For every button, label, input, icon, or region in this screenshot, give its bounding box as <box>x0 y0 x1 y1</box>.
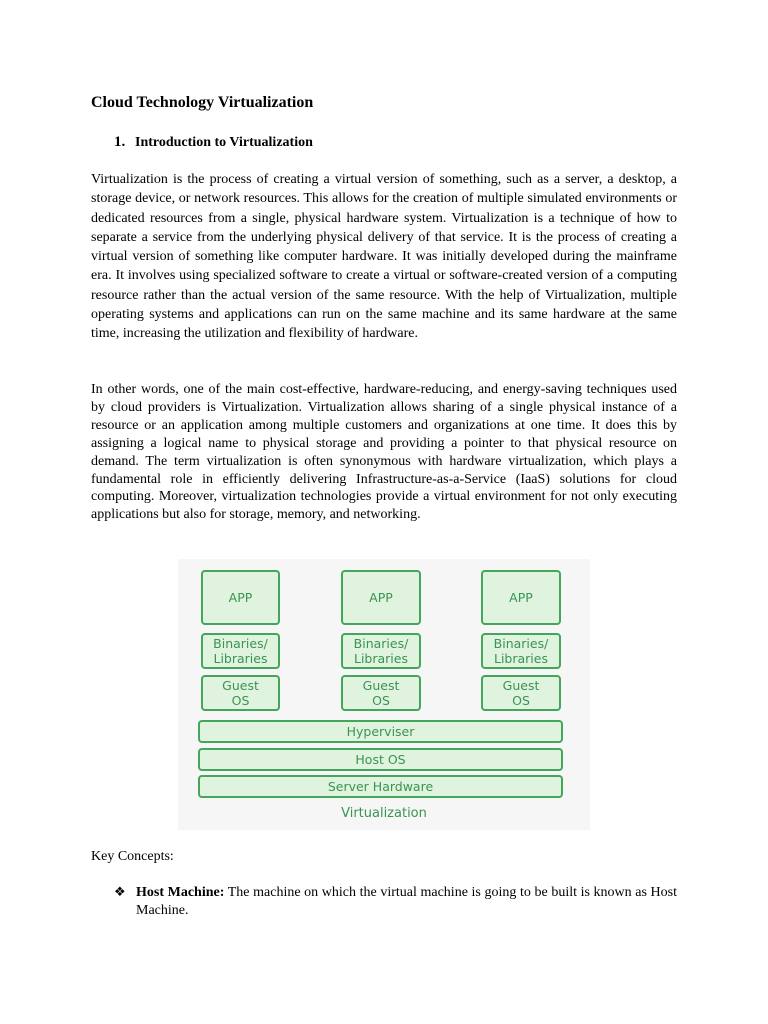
app-box-1 <box>201 570 280 625</box>
binaries-box-3 <box>481 633 561 669</box>
guest-os-label-line1: Guest <box>222 678 259 693</box>
binaries-label-line2: Libraries <box>353 651 408 666</box>
intro-paragraph-2: In other words, one of the main cost-effective, hardware-reducing, and energy-saving techniques used by cloud providers is Virtualization. Virtualization allows sharing of a single physical instance of a resource or an application among multiple customers and organizations at one time. It does this by assigning a logical name to physical storage and providing a pointer to that physical resource on demand. The term virtualization is often synonymous with hardware virtualization, which plays a fundamental role in efficiently delivering Infrastructure-as-a-Service (IaaS) solutions for cloud computing. Moreover, virtualization technologies provide a virtual environment for not only executing applications but also for storage, memory, and networking. <box>91 382 677 523</box>
guest-os-label-line2: OS <box>372 693 390 708</box>
guest-os-label-line1: Guest <box>502 678 540 693</box>
figure-caption: Virtualization <box>341 806 427 821</box>
binaries-box-1 <box>201 633 280 669</box>
virtualization-diagram <box>178 559 590 830</box>
key-concept-item <box>114 884 677 920</box>
host-os-label: Host OS <box>355 752 406 767</box>
server-hardware-layer <box>198 775 563 798</box>
guest-os-box-2 <box>341 675 421 711</box>
binaries-box-2 <box>341 633 421 669</box>
app-label: APP <box>228 590 253 605</box>
binaries-label-line1: Binaries/ <box>493 636 549 651</box>
binaries-label-line1: Binaries/ <box>213 636 268 651</box>
hypervisor-layer <box>198 720 563 743</box>
app-label: APP <box>369 590 393 605</box>
binaries-label-line2: Libraries <box>213 651 268 666</box>
guest-os-box-3 <box>481 675 561 711</box>
host-os-layer <box>198 748 563 771</box>
server-hardware-label: Server Hardware <box>327 779 434 794</box>
section-number: 1. <box>114 134 126 150</box>
guest-os-label-line2: OS <box>512 693 530 708</box>
section-heading-text: Introduction to Virtualization <box>135 135 313 150</box>
guest-os-label-line1: Guest <box>362 678 400 693</box>
key-concept-definition: The machine on which the virtual machine is going to be built is known as Host Machine. <box>136 885 678 918</box>
app-box-3 <box>481 570 561 625</box>
app-box-2 <box>341 570 421 625</box>
key-concept-content <box>136 884 677 920</box>
app-label: APP <box>509 590 533 605</box>
intro-paragraph-1: Virtualization is the process of creating a virtual version of something, such as a server, a desktop, a storage device, or network resources. This allows for the creation of multiple simulated environments or dedicated resources from a single, physical hardware system. Virtualization is a technique of how to separate a service from the underlying physical delivery of that service. It is the process of creating a virtual version of something like computer hardware. It was initially developed during the mainframe era. It involves using specialized software to create a virtual or software-created version of a computing resource rather than the actual version of the same resource. With the help of Virtualization, multiple operating systems and applications can run on the same machine and its same hardware at the same time, increasing the utilization and flexibility of hardware. <box>91 172 677 342</box>
hypervisor-label: Hyperviser <box>346 724 415 739</box>
guest-os-label-line2: OS <box>231 693 250 708</box>
key-concept-term: Host Machine: <box>136 885 225 900</box>
diamond-bullet-icon: ❖ <box>114 885 126 900</box>
guest-os-box-1 <box>201 675 280 711</box>
section-heading <box>114 134 313 151</box>
key-concepts-label: Key Concepts: <box>91 849 174 864</box>
document-title: Cloud Technology Virtualization <box>91 94 314 111</box>
binaries-label-line1: Binaries/ <box>353 636 409 651</box>
binaries-label-line2: Libraries <box>493 651 548 666</box>
